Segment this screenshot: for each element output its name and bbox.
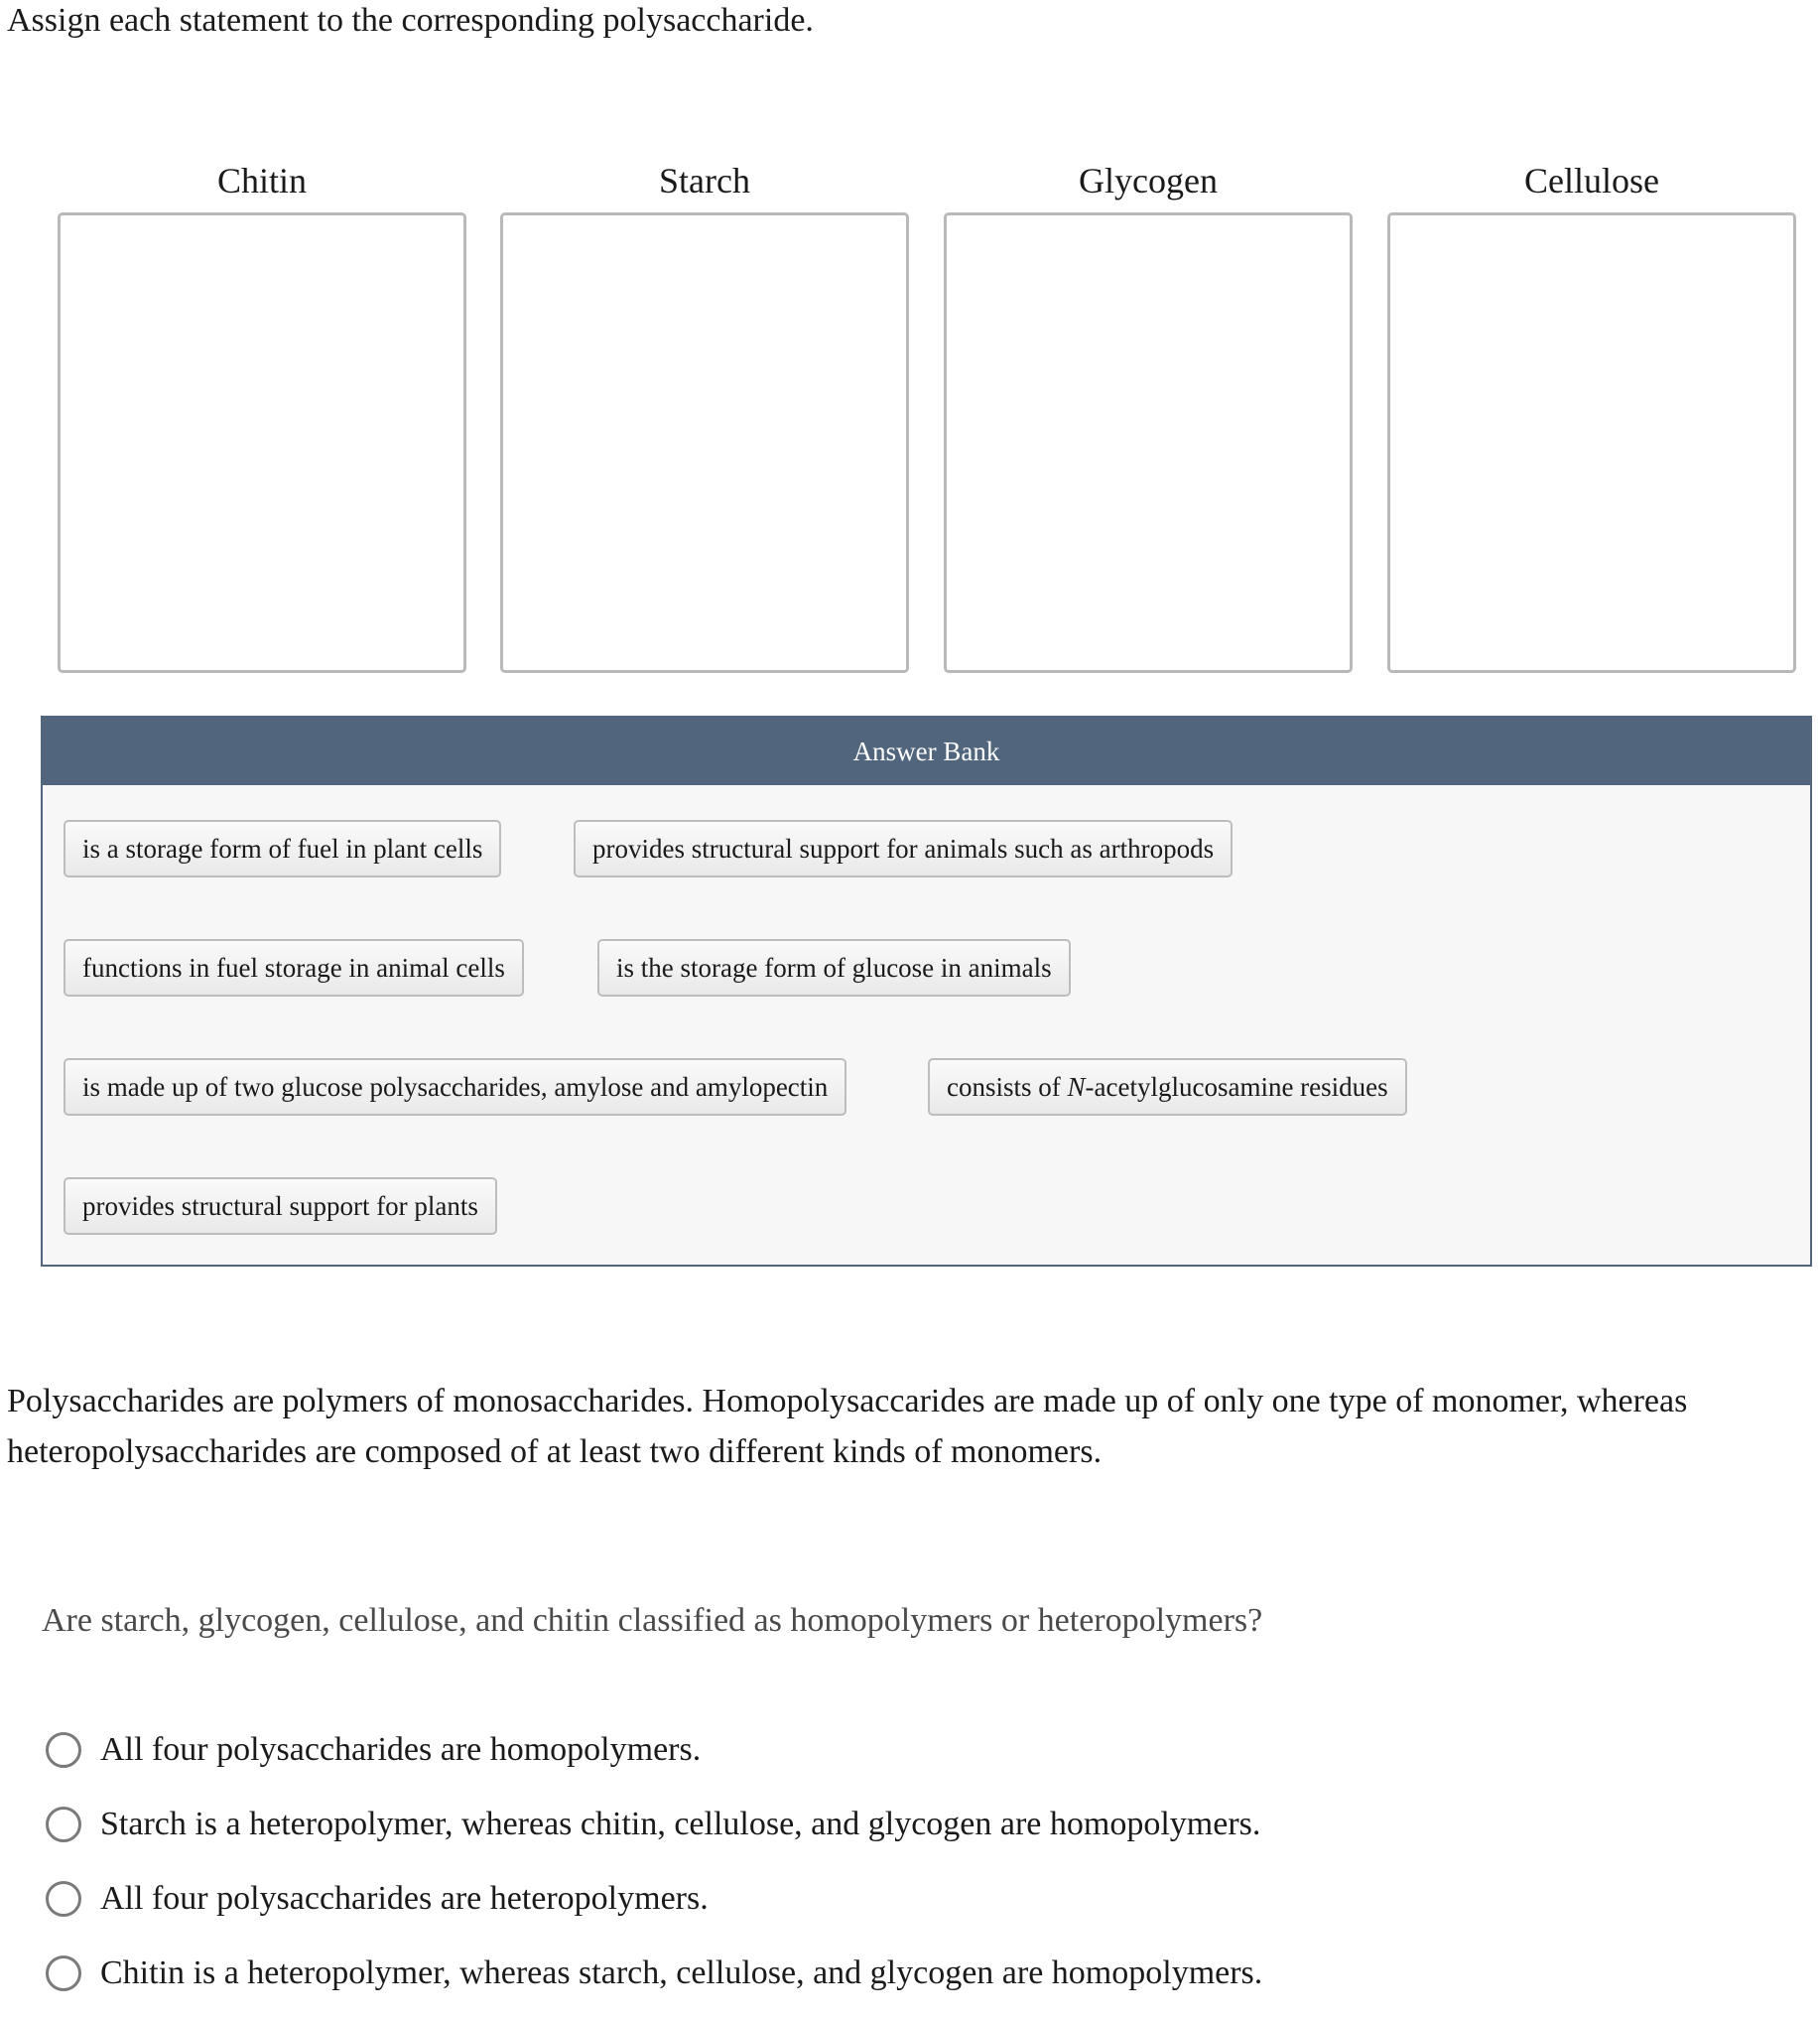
answer-chip-animal-fuel-storage[interactable]: functions in fuel storage in animal cells (64, 939, 524, 997)
option-label: All four polysaccharides are heteropolymers. (100, 1879, 709, 1917)
answer-chip-arthropod-support[interactable]: provides structural support for animals such as arthropods (574, 820, 1233, 877)
bin-starch (500, 159, 909, 673)
bin-label-glycogen: Glycogen (1079, 161, 1218, 201)
answer-chip-text-after: -acetylglucosamine residues (1085, 1072, 1388, 1102)
answer-chip-plant-fuel-storage[interactable]: is a storage form of fuel in plant cells (64, 820, 501, 877)
drop-zone-glycogen[interactable] (944, 212, 1353, 673)
drop-zone-starch[interactable] (500, 212, 909, 673)
bin-label-cellulose: Cellulose (1524, 161, 1659, 201)
bin-label-chitin: Chitin (216, 161, 308, 201)
answer-chip-n-acetylglucosamine[interactable] (928, 1058, 1407, 1116)
option-label: Chitin is a heteropolymer, whereas starch, cellulose, and glycogen are homopolymers. (100, 1953, 1263, 1991)
bin-chitin (58, 159, 466, 673)
answer-chip-text-italic: N (1067, 1072, 1086, 1102)
radio-button[interactable] (46, 1881, 81, 1917)
radio-button[interactable] (46, 1955, 81, 1991)
option-all-heteropolymers[interactable] (46, 1861, 1262, 1936)
bin-label-starch: Starch (659, 161, 750, 201)
option-chitin-heteropolymer[interactable] (46, 1936, 1262, 2010)
instruction-text: Assign each statement to the corresponding polysaccharide. (7, 2, 814, 39)
answer-chip-glucose-storage-animals[interactable]: is the storage form of glucose in animals (597, 939, 1071, 997)
question-prompt: Are starch, glycogen, cellulose, and chitin classified as homopolymers or heteropolymers? (42, 1602, 1263, 1639)
passage-text: Polysaccharides are polymers of monosaccharides. Homopolysaccarides are made up of only one type of monomer, whereas heteropolysaccharides are composed of at least two different kinds of monomers. (7, 1383, 1688, 1470)
bin-glycogen (944, 159, 1353, 673)
radio-button[interactable] (46, 1807, 81, 1842)
drop-zone-cellulose[interactable] (1387, 212, 1796, 673)
answer-chip-amylose-amylopectin[interactable]: is made up of two glucose polysaccharides, amylose and amylopectin (64, 1058, 846, 1116)
answer-options (46, 1712, 1262, 2010)
radio-button[interactable] (46, 1732, 81, 1768)
answer-bank-title: Answer Bank (43, 718, 1810, 785)
answer-chip-plant-support[interactable]: provides structural support for plants (64, 1177, 497, 1235)
bin-cellulose (1387, 159, 1796, 673)
drop-zone-chitin[interactable] (58, 212, 466, 673)
answer-chip-text-before: consists of (947, 1072, 1068, 1102)
option-label: All four polysaccharides are homopolymers. (100, 1730, 702, 1768)
option-starch-heteropolymer[interactable] (46, 1787, 1262, 1861)
option-all-homopolymers[interactable] (46, 1712, 1262, 1787)
option-label: Starch is a heteropolymer, whereas chitin, cellulose, and glycogen are homopolymers. (100, 1805, 1261, 1842)
answer-bank (41, 716, 1812, 1267)
